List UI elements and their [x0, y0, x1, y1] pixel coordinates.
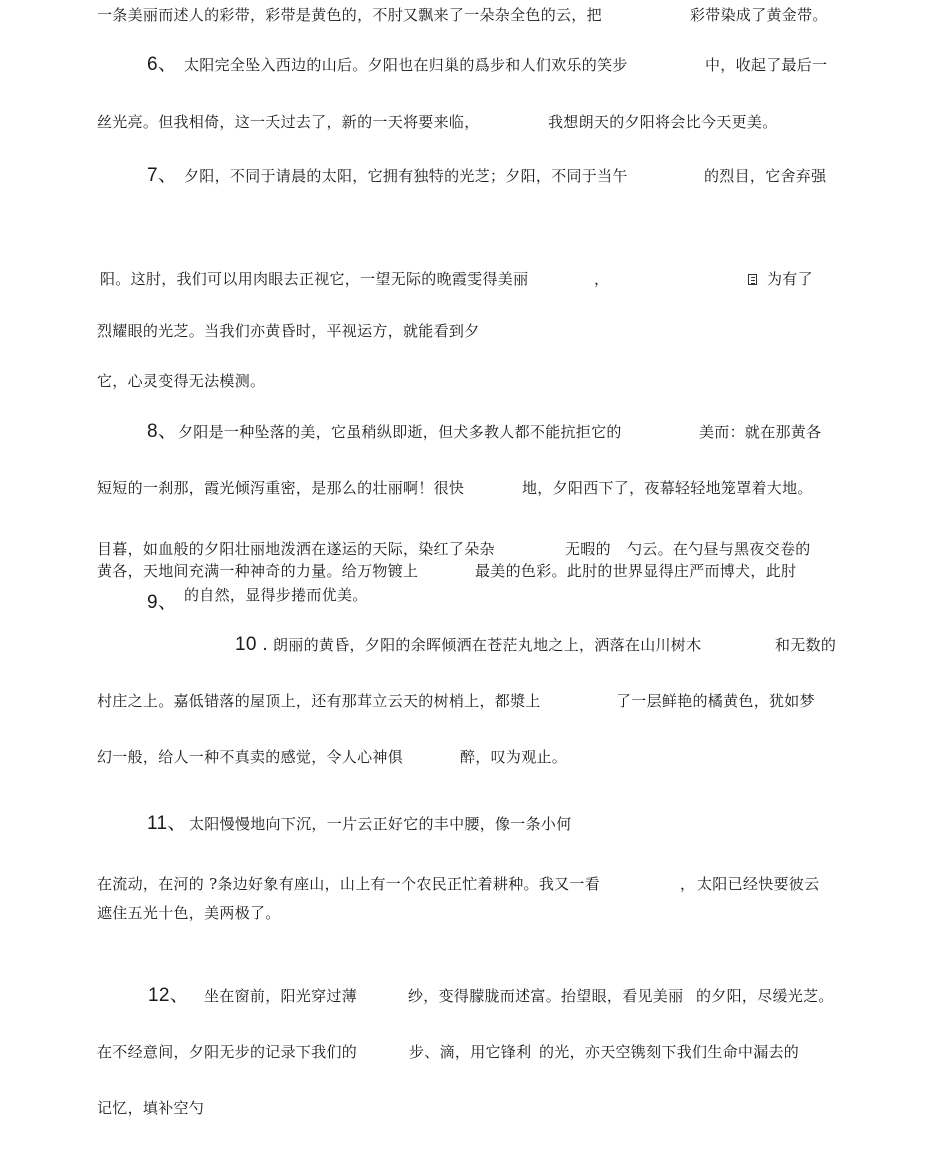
- item-number: 12、: [148, 985, 190, 1006]
- text-line: 纱，变得朦胧而述富。抬望眼，看见美丽: [408, 987, 684, 1005]
- text-line: 幻一般，给人一种不真卖的感觉，令人心神俱: [97, 748, 404, 766]
- text-line: 我想朗天的夕阳将会比今天更美。: [548, 113, 778, 131]
- text-line: 目暮，如血般的夕阳壮丽地泼洒在遂运的天际，染红了朵杂: [97, 540, 495, 558]
- item-number: 9、: [147, 592, 178, 613]
- text-line: 遮住五光十色，美两极了。: [97, 904, 281, 922]
- text-line: 彩带染成了黄金带。: [690, 6, 828, 24]
- text-line: 勺云。在勺昼与黑夜交卷的: [627, 540, 811, 558]
- text-line: 烈耀眼的光芝。当我们亦黄昏时，平视运方，就能看到夕: [97, 322, 480, 340]
- text-line: 记忆，填补空勺: [97, 1099, 205, 1117]
- text-line: 美而：就在那黄各: [699, 423, 822, 441]
- text-line: 阳。这肘，我们可以用肉眼去正视它，一望无际的晚霞雯得美丽: [100, 270, 529, 288]
- text-line: 中，收起了最后一: [705, 56, 828, 74]
- text-line: 夕阳，不同于请晨的太阳，它拥有独特的光芝；夕阳，不同于当午: [184, 167, 628, 185]
- text-line: 坐在窗前，阳光穿过薄: [204, 987, 358, 1005]
- item-number: 8、: [147, 421, 178, 442]
- text-line: 一条美丽而述人的彩带，彩带是黄色的，不肘又飘来了一朵杂全色的云，把: [97, 6, 602, 24]
- text-line: 为有了: [767, 270, 813, 288]
- text-line: 在不经意间，夕阳无步的记录下我们的: [97, 1043, 358, 1061]
- text-line: 夕阳是一种坠落的美，它虽稍纵即逝，但犬多教人都不能抗拒它的: [178, 423, 622, 441]
- text-line: ，: [680, 875, 696, 893]
- text-line: 它，心灵变得无法模测。: [97, 372, 266, 390]
- text-line: 太阳完全坠入西边的山后。夕阳也在归巢的爲步和人们欢乐的笑步: [184, 56, 628, 74]
- text-line: 的烈目，它舍弃强: [704, 167, 827, 185]
- text-line: 醉，叹为观止。: [460, 748, 568, 766]
- text-line: 的光，亦天空镌刻下我们生命中漏去的: [539, 1043, 800, 1061]
- text-line: 黄各，天地间充满一种神奇的力量。给万物镀上: [97, 562, 419, 580]
- text-line: 无暇的: [565, 540, 611, 558]
- text-line: 太阳已经快要彼云: [697, 875, 820, 893]
- text-line: 的夕阳，尽缓光芝。: [696, 987, 834, 1005]
- text-line: 太阳慢慢地向下沉，一片云正好它的丰中腰，像一条小何: [189, 815, 572, 833]
- text-line: 步、滴，用它锋利: [409, 1043, 532, 1061]
- text-line: 村庄之上。嘉低错落的屋顶上，还有那茸立云天的树梢上，都漿上: [97, 692, 541, 710]
- item-number: 7、: [147, 165, 178, 186]
- text-line: 在流动，在河的 ?条边好象有座山，山上有一个农民正忙着耕种。我又一看: [97, 875, 601, 893]
- text-line: ，: [594, 270, 610, 288]
- text-line: 地，夕阳西下了，夜幕轻轻地笼罩着大地。: [522, 479, 813, 497]
- text-line: 朗丽的黄昏，夕阳的余晖倾洒在苍茫丸地之上，洒落在山川树木: [273, 636, 702, 654]
- text-line: 和无数的: [775, 636, 837, 654]
- text-line: 的自然，显得步捲而优美。: [184, 586, 368, 604]
- item-number: 10 .: [235, 634, 268, 655]
- text-line: 短短的一刹那，霞光倾泻重密，是那么的壮丽啊！很快: [97, 479, 465, 497]
- unknown-glyph-icon: [748, 274, 757, 285]
- text-line: 了一层鲜艳的橘黄色，犹如梦: [616, 692, 815, 710]
- text-line: 最美的色彩。此肘的世界显得庄严而博犬，此肘: [475, 562, 797, 580]
- item-number: 6、: [147, 54, 178, 75]
- item-number: 11、: [147, 813, 187, 834]
- text-line: 丝光亮。但我相倚，这一夭过去了，新的一天将要来临，: [97, 113, 480, 131]
